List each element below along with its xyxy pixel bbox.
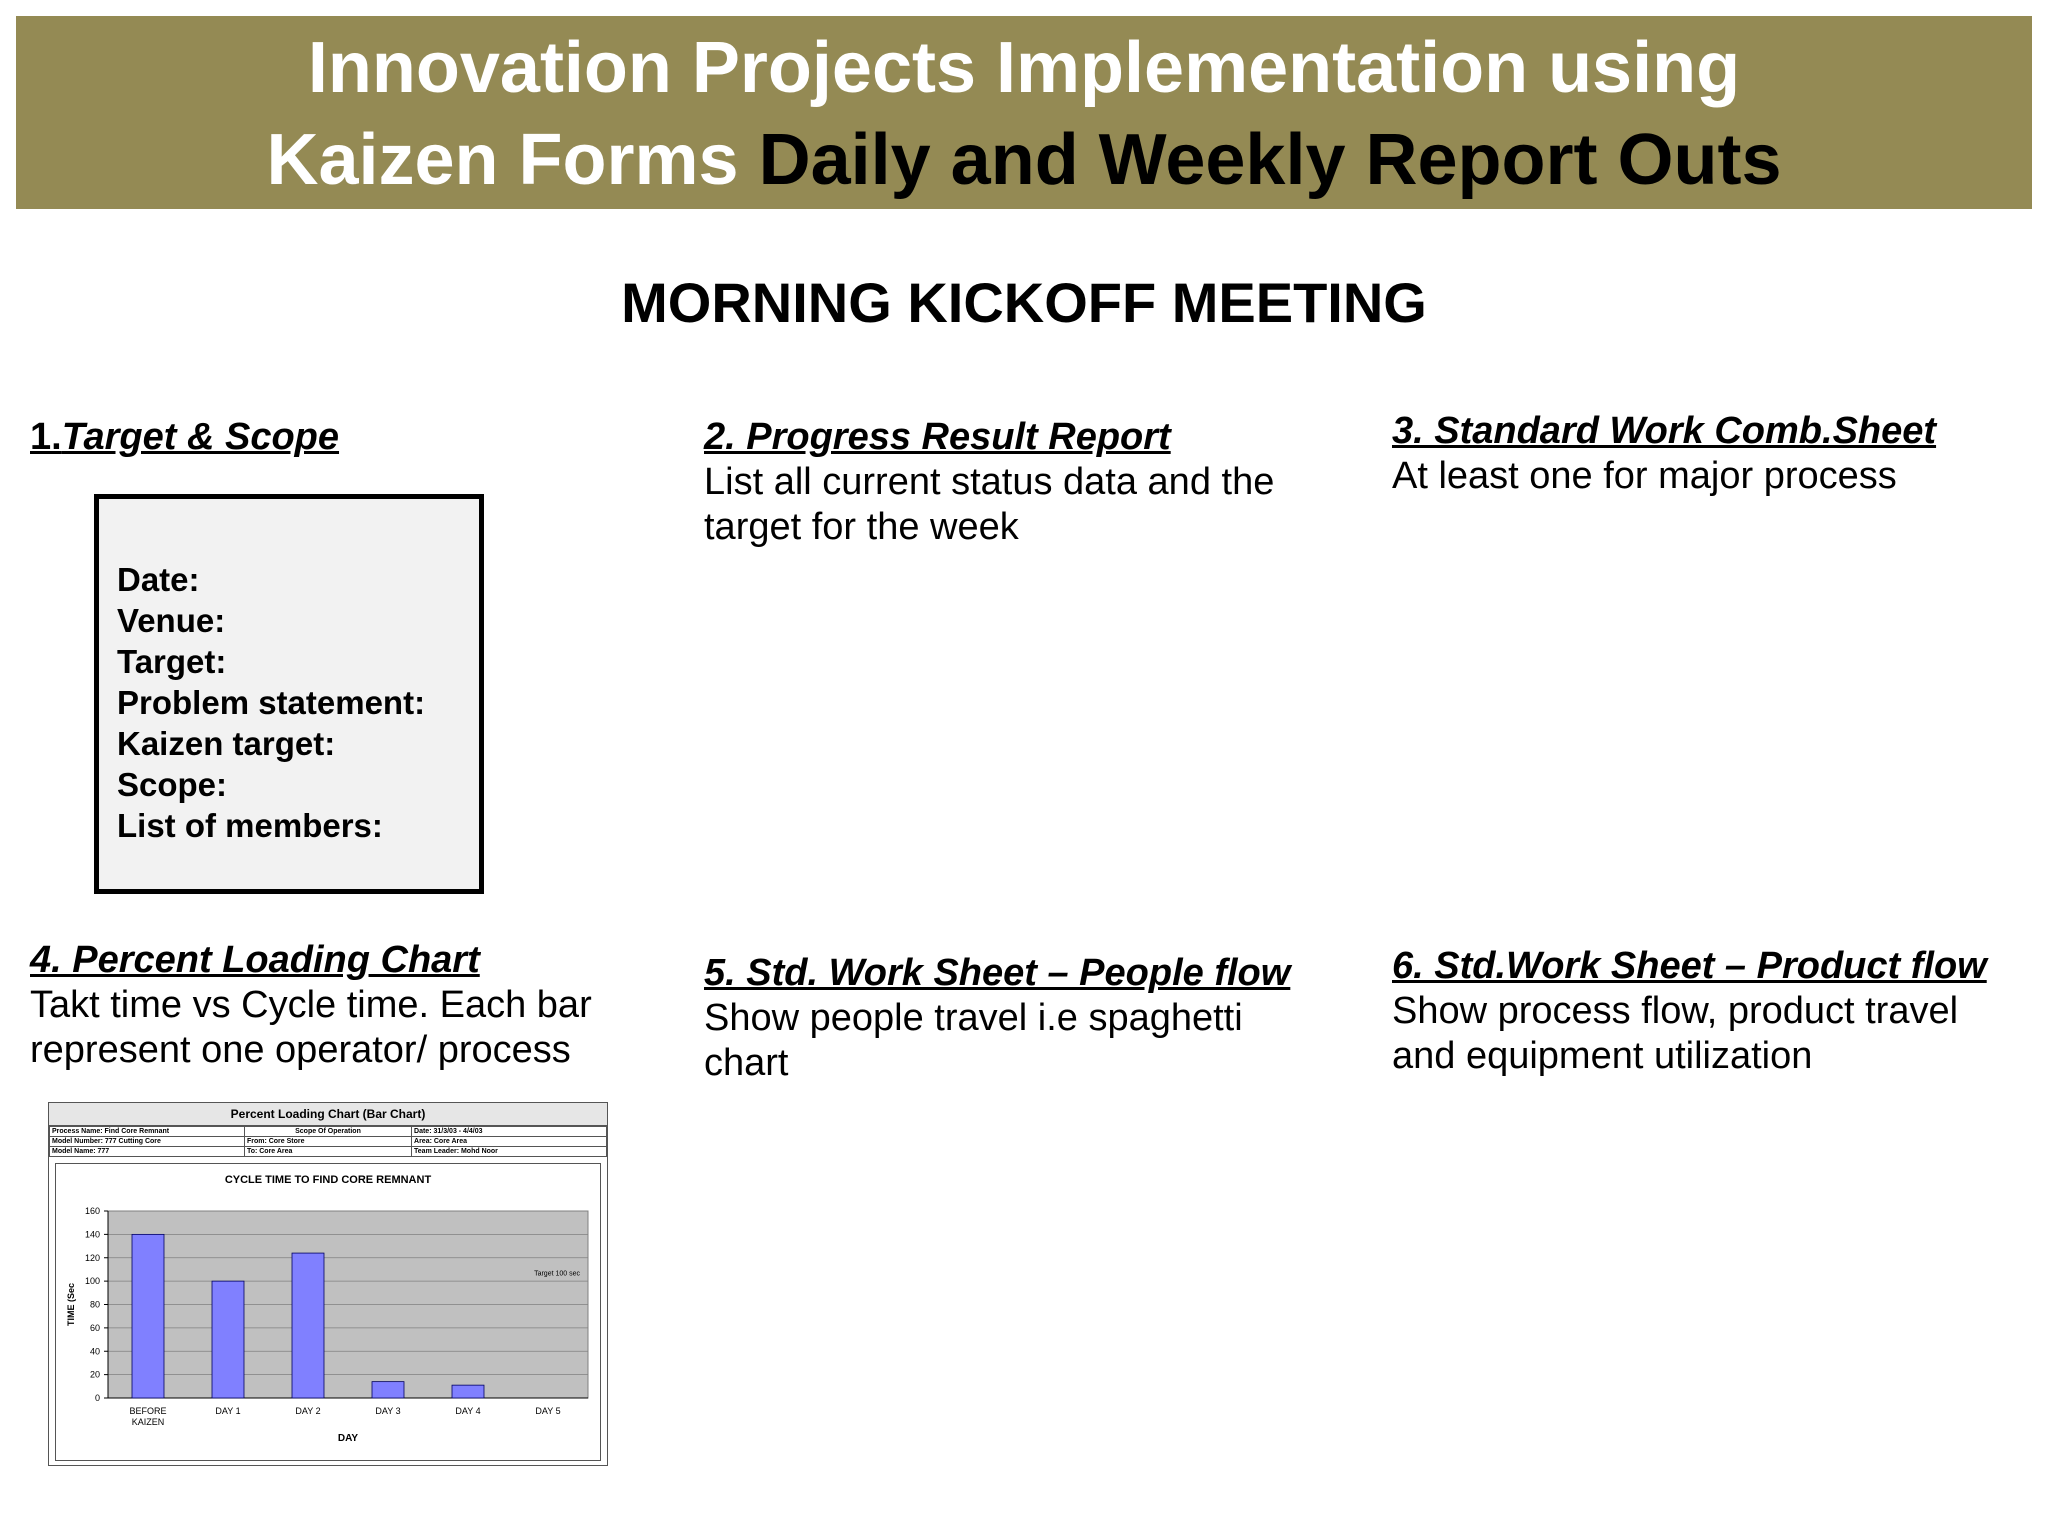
- y-tick-label: 0: [94, 1393, 100, 1403]
- bar: [372, 1382, 404, 1398]
- section-body: Show people travel i.e spaghetti chart: [704, 997, 1243, 1084]
- y-tick-label: 160: [84, 1206, 100, 1216]
- section-title: 5. Std. Work Sheet – People flow: [704, 952, 1291, 994]
- bar: [452, 1385, 484, 1398]
- y-tick-label: 120: [84, 1252, 100, 1263]
- table-cell: Date: 31/3/03 - 4/4/03: [412, 1127, 607, 1137]
- bar: [132, 1234, 164, 1398]
- form-field-problem-statement: Problem statement:: [117, 684, 426, 721]
- y-tick-label: 20: [89, 1369, 100, 1380]
- form-field-members: List of members:: [117, 807, 383, 844]
- table-cell: Team Leader: Mohd Noor: [412, 1147, 607, 1157]
- x-tick-label: KAIZEN: [131, 1417, 165, 1427]
- bar: [212, 1281, 244, 1398]
- page-subtitle: MORNING KICKOFF MEETING: [621, 271, 1427, 334]
- section-body: List all current status data and the target for the week: [704, 461, 1275, 548]
- table-cell: Model Number: 777 Cutting Core: [50, 1137, 245, 1147]
- table-cell: To: Core Area: [244, 1147, 411, 1157]
- section-product-flow: [1392, 943, 2032, 1079]
- bar: [292, 1253, 324, 1398]
- banner-title-line2: [16, 114, 2032, 206]
- form-field-kaizen-target: Kaizen target:: [117, 725, 336, 762]
- section-number: 1.: [30, 416, 62, 458]
- x-tick-label: BEFORE: [129, 1406, 167, 1416]
- y-axis-label: TIME (Sec: [66, 1282, 76, 1327]
- chart-title: CYCLE TIME TO FIND CORE REMNANT: [224, 1174, 432, 1186]
- section-title: 3. Standard Work Comb.Sheet: [1392, 410, 1937, 452]
- form-field-date: Date:: [117, 561, 200, 598]
- table-row: [50, 1147, 607, 1157]
- section-body: Takt time vs Cycle time. Each bar represent one operator/ process: [30, 984, 592, 1071]
- title-banner: [16, 16, 2032, 209]
- section-target-scope: [30, 414, 339, 460]
- table-cell: Area: Core Area: [412, 1137, 607, 1147]
- section-title: 6. Std.Work Sheet – Product flow: [1392, 945, 1987, 987]
- section-title: 2. Progress Result Report: [704, 416, 1171, 458]
- percent-loading-chart-form: [48, 1102, 608, 1466]
- x-tick-label: DAY 3: [375, 1406, 401, 1416]
- table-row: [50, 1137, 607, 1147]
- form-field-scope: Scope:: [117, 766, 228, 803]
- section-standard-work-comb-sheet: [1392, 408, 2032, 499]
- cycle-time-chart-svg: [56, 1164, 600, 1460]
- y-tick-label: 40: [89, 1346, 100, 1357]
- target-annotation: Target 100 sec: [534, 1270, 580, 1278]
- banner-title-line1: Innovation Projects Implementation using: [307, 28, 1741, 108]
- y-tick-label: 60: [89, 1322, 100, 1333]
- table-cell: Model Name: 777: [50, 1147, 245, 1157]
- section-heading: [30, 414, 339, 460]
- plc-form-title: Percent Loading Chart (Bar Chart): [49, 1103, 607, 1126]
- section-body: Show process flow, product travel and equipment utilization: [1392, 990, 1959, 1077]
- banner-title-dark: Daily and Weekly Report Outs: [758, 120, 1782, 200]
- cycle-time-chart: [55, 1163, 601, 1461]
- form-field-target: Target:: [117, 643, 227, 680]
- plc-meta-table: [49, 1126, 607, 1157]
- table-row: [50, 1127, 607, 1137]
- table-cell: Scope Of Operation: [244, 1127, 411, 1137]
- y-tick-label: 140: [84, 1229, 100, 1240]
- section-title: Target & Scope: [61, 416, 340, 458]
- x-tick-label: DAY 1: [215, 1406, 241, 1416]
- x-tick-label: DAY 2: [295, 1406, 321, 1416]
- section-percent-loading-chart: [30, 937, 670, 1073]
- section-body: At least one for major process: [1392, 455, 1897, 497]
- target-scope-form: [94, 494, 484, 894]
- y-tick-label: 80: [89, 1299, 100, 1310]
- banner-title-light: Kaizen Forms: [266, 120, 759, 200]
- table-cell: From: Core Store: [244, 1137, 411, 1147]
- x-tick-label: DAY 4: [455, 1406, 481, 1416]
- section-progress-result-report: [704, 414, 1344, 550]
- table-cell: Process Name: Find Core Remnant: [50, 1127, 245, 1137]
- x-axis-label: DAY: [337, 1433, 359, 1444]
- section-people-flow: [704, 950, 1344, 1086]
- x-tick-label: DAY 5: [535, 1406, 561, 1416]
- section-title: 4. Percent Loading Chart: [30, 939, 480, 981]
- y-tick-label: 100: [84, 1276, 100, 1287]
- form-field-venue: Venue:: [117, 602, 226, 639]
